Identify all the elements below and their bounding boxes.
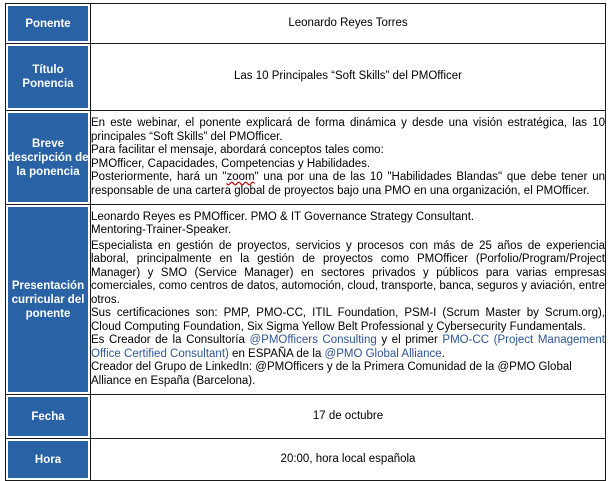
text-run: Es Creador de la Consultoría (91, 334, 250, 347)
row-description (6, 111, 606, 205)
webinar-info-table (5, 3, 606, 481)
label-title: Título Ponencia (6, 44, 91, 111)
description-paragraph: En este webinar, el ponente explicará de forma dinámica y desde una visión estratégica, las 10 principales “Soft Skills” del PMOfficer. (91, 117, 605, 143)
text-run: . (441, 347, 445, 360)
resume-paragraph: Especialista en gestión de proyectos, servicios y procesos con más de 25 años de experiencia laboral, principalmente en la gestión de proyectos como PMOfficer (Porfolio/Program/Project Manager) y SMO (Service Manager) en sectores privados y públicos para varias empresas comerciales, como centros de datos, automoción, cloud, transporte, banca, seguros y aviación, entre otros. (91, 239, 605, 306)
row-title (6, 44, 606, 111)
resume-paragraph (91, 334, 605, 361)
text-run: Cybersecurity Fundamentals. (433, 320, 586, 333)
row-speaker (6, 4, 606, 44)
resume-paragraph: Leonardo Reyes es PMOfficer. PMO & IT Governance Strategy Consultant. (91, 210, 475, 223)
label-date: Fecha (6, 395, 91, 439)
event-date: 17 de octubre (91, 395, 606, 439)
description-paragraph: Para facilitar el mensaje, abordará conceptos tales como: (91, 144, 384, 156)
resume-paragraph: Creador del Grupo de LinkedIn: @PMOfficers y de la Primera Comunidad de la @PMO Global Alliance en España (Barcelona). (91, 361, 572, 387)
speaker-resume (91, 205, 606, 395)
text-run: " una por una de las 10 "Habilidades Blandas" que debe tener un responsable de una cartera global de proyectos bajo una PMO en una organización, el PMOfficer. (91, 171, 605, 197)
resume-paragraph (91, 307, 605, 334)
text-run: en ESPAÑA de la (228, 347, 325, 360)
row-time (6, 439, 606, 481)
description-paragraph (91, 171, 605, 198)
certification-link[interactable]: PMO-CC (Project Management Office Certified Consultant) (91, 334, 605, 360)
label-speaker: Ponente (6, 4, 91, 44)
label-time: Hora (6, 439, 91, 481)
consultancy-link[interactable]: @PMOfficers Consulting (249, 334, 377, 347)
label-resume: Presentación curricular del ponente (6, 205, 91, 395)
text-run: Sus certificaciones son: PMP, PMO-CC, ITIL Foundation, PSM-I (Scrum Master by Scrum.org), Cloud Computing Foundation, Six Sigma Yellow Belt Professional (91, 307, 605, 333)
text-run: y el primer (376, 334, 443, 347)
resume-paragraph: Mentoring-Trainer-Speaker. (91, 224, 232, 237)
underlined-word: y (427, 320, 433, 333)
speaker-name: Leonardo Reyes Torres (91, 4, 606, 44)
text-run: Posteriormente, hará un " (91, 171, 227, 183)
label-description: Breve descripción de la ponencia (6, 111, 91, 205)
event-time: 20:00, hora local española (91, 439, 606, 481)
talk-description (91, 111, 606, 205)
description-paragraph: PMOfficer, Capacidades, Competencias y Habilidades. (91, 157, 371, 170)
alliance-link[interactable]: @PMO Global Alliance (324, 347, 442, 360)
zoom-word: zoom (226, 171, 255, 183)
row-date (6, 395, 606, 439)
talk-title: Las 10 Principales “Soft Skills” del PMOfficer (91, 44, 606, 111)
row-resume (6, 205, 606, 395)
